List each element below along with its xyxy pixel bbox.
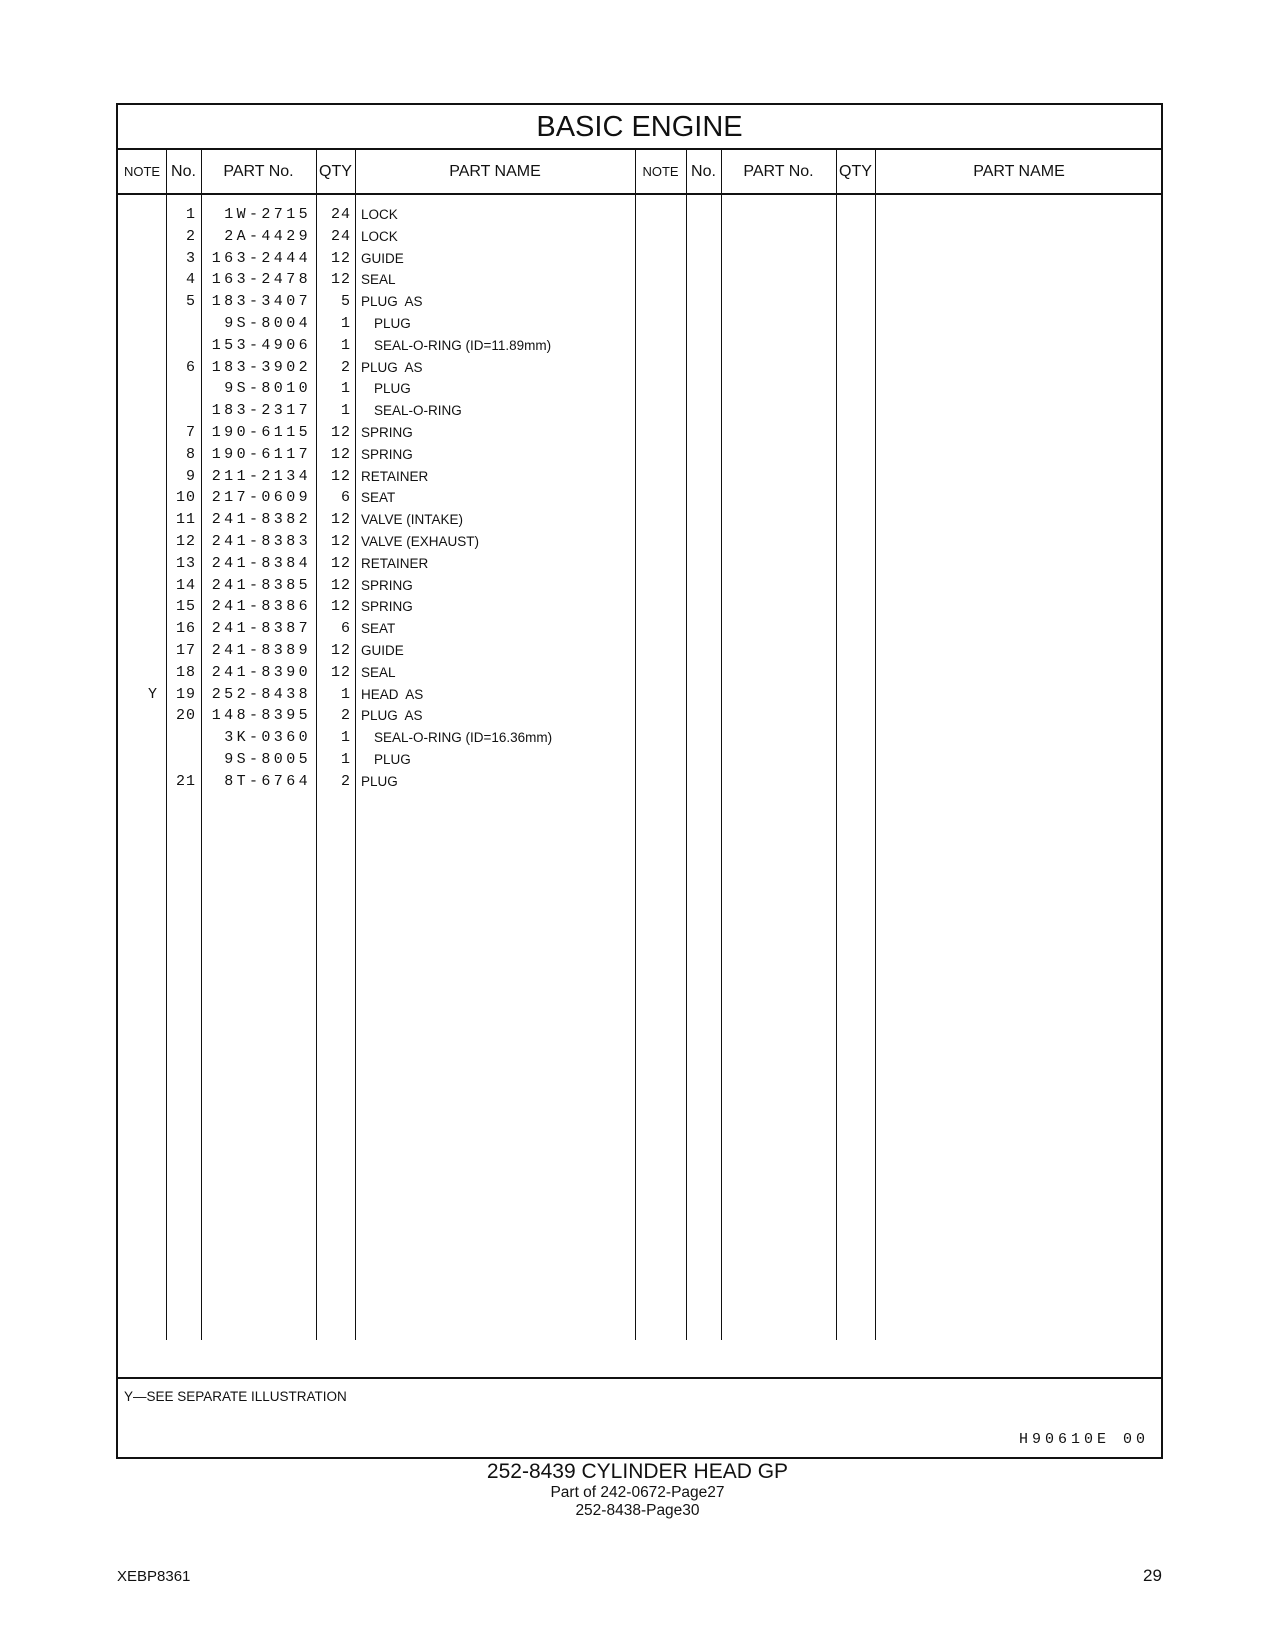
row-note bbox=[118, 226, 158, 248]
row-note bbox=[118, 749, 158, 771]
row-part-number: 241-8383 bbox=[211, 533, 311, 550]
row-qty: 12 bbox=[330, 467, 351, 485]
row-part-number: 9S-8010 bbox=[224, 380, 311, 398]
row-part-name: SPRING bbox=[361, 425, 413, 440]
row-qty: 1 bbox=[340, 729, 351, 747]
row-note bbox=[118, 335, 158, 357]
row-part-name: PLUG bbox=[374, 316, 411, 331]
row-qty: 12 bbox=[330, 271, 351, 289]
table-title: BASIC ENGINE bbox=[118, 105, 1161, 150]
row-part-name: GUIDE bbox=[361, 643, 404, 658]
row-part-number: 9S-8004 bbox=[224, 315, 311, 332]
row-part-number: 211-2134 bbox=[211, 467, 311, 485]
row-note bbox=[118, 466, 158, 488]
row-part-name: RETAINER bbox=[361, 468, 429, 484]
row-number: 17 bbox=[175, 642, 196, 659]
row-qty: 6 bbox=[340, 620, 351, 638]
page-reference: 252-8438-Page30 bbox=[575, 1502, 700, 1519]
header-part-no-left: PART No. bbox=[201, 150, 316, 195]
row-qty: 1 bbox=[340, 685, 351, 703]
row-part-number: 1W-2715 bbox=[224, 206, 311, 223]
row-part-name: SPRING bbox=[361, 446, 413, 462]
row-part-name: PLUG AS bbox=[361, 359, 423, 375]
row-qty: 5 bbox=[340, 293, 351, 311]
parts-table-frame bbox=[116, 103, 1163, 1459]
header-note-right: NOTE bbox=[635, 150, 686, 195]
column-divider bbox=[686, 150, 687, 1340]
row-part-name: GUIDE bbox=[361, 250, 404, 266]
row-part-name: PLUG AS bbox=[361, 708, 423, 724]
row-part-name: SPRING bbox=[361, 577, 413, 593]
row-qty: 12 bbox=[330, 249, 351, 267]
row-number: 14 bbox=[175, 576, 196, 594]
row-qty: 1 bbox=[340, 402, 351, 420]
row-part-name: VALVE (INTAKE) bbox=[361, 512, 464, 528]
document-id: XEBP8361 bbox=[117, 1568, 191, 1585]
row-part-number: 2A-4429 bbox=[224, 227, 311, 245]
row-qty: 12 bbox=[330, 511, 351, 529]
row-part-name: SEAL bbox=[361, 664, 396, 680]
row-qty: 12 bbox=[330, 445, 351, 463]
part-of-reference: Part of 242-0672-Page27 bbox=[550, 1484, 725, 1501]
row-part-number: 8T-6764 bbox=[224, 772, 311, 790]
row-note bbox=[118, 422, 158, 444]
row-number bbox=[166, 749, 196, 771]
header-qty-left: QTY bbox=[316, 150, 355, 195]
row-part-name: SEAT bbox=[361, 621, 396, 637]
row-number: 9 bbox=[185, 467, 196, 485]
row-part-name: LOCK bbox=[361, 228, 398, 244]
row-part-name: PLUG AS bbox=[361, 294, 423, 310]
row-note bbox=[118, 269, 158, 291]
row-note bbox=[118, 378, 158, 400]
row-part-number: 190-6115 bbox=[211, 424, 311, 441]
row-part-number: 241-8384 bbox=[211, 554, 311, 572]
row-part-number: 163-2444 bbox=[211, 249, 311, 267]
header-note-left: NOTE bbox=[118, 150, 166, 195]
row-number: 11 bbox=[175, 511, 196, 529]
row-part-number: 9S-8005 bbox=[224, 751, 311, 768]
page-number: 29 bbox=[1143, 1566, 1162, 1585]
header-part-no-right: PART No. bbox=[721, 150, 836, 195]
column-divider bbox=[721, 150, 722, 1340]
row-part-name: SEAT bbox=[361, 490, 396, 506]
row-number: 6 bbox=[185, 358, 196, 376]
row-number: 5 bbox=[185, 293, 196, 311]
row-note bbox=[118, 618, 158, 640]
row-qty: 1 bbox=[340, 380, 351, 398]
row-qty: 2 bbox=[340, 772, 351, 790]
row-part-name: SEAL-O-RING bbox=[374, 403, 462, 419]
row-part-number: 183-2317 bbox=[211, 402, 311, 420]
row-number: 8 bbox=[185, 445, 196, 463]
row-part-name: PLUG bbox=[374, 381, 411, 397]
row-part-number: 153-4906 bbox=[211, 336, 311, 354]
row-part-number: 241-8389 bbox=[211, 642, 311, 659]
row-note bbox=[118, 444, 158, 466]
row-qty: 6 bbox=[340, 489, 351, 507]
row-note bbox=[118, 640, 158, 662]
row-number bbox=[166, 313, 196, 335]
row-part-name: PLUG bbox=[374, 752, 411, 767]
row-part-number: 3K-0360 bbox=[224, 729, 311, 747]
row-qty: 12 bbox=[330, 642, 351, 659]
row-note bbox=[118, 509, 158, 531]
header-part-name-right: PART NAME bbox=[875, 150, 1163, 195]
row-note bbox=[118, 400, 158, 422]
row-part-number: 241-8387 bbox=[211, 620, 311, 638]
row-number bbox=[166, 727, 196, 749]
row-part-name: HEAD AS bbox=[361, 686, 424, 702]
row-qty: 12 bbox=[330, 533, 351, 550]
row-note bbox=[118, 575, 158, 597]
row-part-name: PLUG bbox=[361, 773, 398, 789]
row-number: 4 bbox=[185, 271, 196, 289]
row-note bbox=[118, 291, 158, 313]
row-number: 13 bbox=[175, 554, 196, 572]
row-note bbox=[118, 248, 158, 270]
legend-note: Y—SEE SEPARATE ILLUSTRATION bbox=[124, 1389, 347, 1404]
row-part-name: SEAL bbox=[361, 272, 396, 288]
row-part-name: VALVE (EXHAUST) bbox=[361, 534, 480, 549]
row-note: Y bbox=[147, 685, 158, 703]
row-qty: 24 bbox=[330, 206, 351, 223]
row-part-name: SEAL-O-RING (ID=16.36mm) bbox=[374, 730, 553, 746]
column-divider bbox=[836, 150, 837, 1340]
row-part-number: 183-3407 bbox=[211, 293, 311, 311]
header-no-right: No. bbox=[686, 150, 721, 195]
row-part-name: SEAL-O-RING (ID=11.89mm) bbox=[374, 337, 552, 353]
row-number: 3 bbox=[185, 249, 196, 267]
row-number bbox=[166, 400, 196, 422]
row-number: 16 bbox=[175, 620, 196, 638]
column-divider bbox=[355, 150, 356, 1340]
row-note bbox=[118, 662, 158, 684]
row-note bbox=[118, 705, 158, 727]
row-qty: 12 bbox=[330, 663, 351, 681]
row-part-number: 252-8438 bbox=[211, 685, 311, 703]
column-divider bbox=[875, 150, 876, 1340]
row-note bbox=[118, 313, 158, 335]
row-qty: 24 bbox=[330, 227, 351, 245]
row-number: 7 bbox=[185, 424, 196, 441]
row-note bbox=[118, 487, 158, 509]
row-part-number: 241-8386 bbox=[211, 598, 311, 616]
row-part-name: LOCK bbox=[361, 207, 398, 222]
row-part-number: 190-6117 bbox=[211, 445, 311, 463]
row-number: 20 bbox=[175, 707, 196, 725]
row-part-number: 241-8385 bbox=[211, 576, 311, 594]
row-number: 18 bbox=[175, 663, 196, 681]
row-number bbox=[166, 335, 196, 357]
row-qty: 12 bbox=[330, 576, 351, 594]
row-number: 21 bbox=[175, 772, 196, 790]
row-qty: 12 bbox=[330, 424, 351, 441]
row-qty: 2 bbox=[340, 707, 351, 725]
row-qty: 12 bbox=[330, 554, 351, 572]
row-note bbox=[118, 531, 158, 553]
row-note bbox=[118, 596, 158, 618]
row-qty: 12 bbox=[330, 598, 351, 616]
header-qty-right: QTY bbox=[836, 150, 875, 195]
group-title: 252-8439 CYLINDER HEAD GP bbox=[486, 1460, 789, 1483]
row-part-name: SPRING bbox=[361, 599, 413, 615]
row-number: 2 bbox=[185, 227, 196, 245]
row-qty: 1 bbox=[340, 336, 351, 354]
row-note bbox=[118, 553, 158, 575]
row-part-number: 183-3902 bbox=[211, 358, 311, 376]
row-number: 12 bbox=[175, 533, 196, 550]
row-number: 10 bbox=[175, 489, 196, 507]
row-part-name: RETAINER bbox=[361, 555, 429, 571]
row-part-number: 241-8390 bbox=[211, 663, 311, 681]
drawing-code: H90610E 00 bbox=[1018, 1431, 1149, 1448]
row-part-number: 217-0609 bbox=[211, 489, 311, 507]
footer-divider bbox=[118, 1377, 1161, 1379]
row-part-number: 241-8382 bbox=[211, 511, 311, 529]
row-part-number: 163-2478 bbox=[211, 271, 311, 289]
header-part-name-left: PART NAME bbox=[355, 150, 635, 195]
row-note bbox=[118, 357, 158, 379]
row-qty: 2 bbox=[340, 358, 351, 376]
row-number: 1 bbox=[185, 206, 196, 223]
row-note bbox=[118, 204, 158, 226]
row-number: 15 bbox=[175, 598, 196, 616]
row-qty: 1 bbox=[340, 751, 351, 768]
row-qty: 1 bbox=[340, 315, 351, 332]
row-number: 19 bbox=[175, 685, 196, 703]
row-note bbox=[118, 771, 158, 793]
row-number bbox=[166, 378, 196, 400]
row-part-number: 148-8395 bbox=[211, 707, 311, 725]
header-no-left: No. bbox=[166, 150, 201, 195]
row-note bbox=[118, 727, 158, 749]
